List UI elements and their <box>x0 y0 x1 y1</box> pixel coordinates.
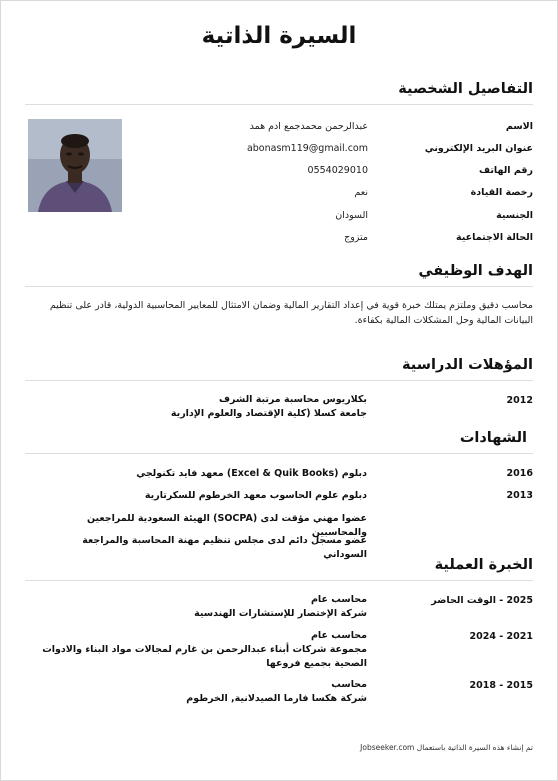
divider <box>25 453 533 454</box>
section-heading-certificates: الشهادات <box>459 430 527 446</box>
detail-label: عنوان البريد الإلكتروني <box>424 143 533 154</box>
detail-value: abonasm119@gmail.com <box>246 143 368 154</box>
detail-label: الاسم <box>505 121 533 132</box>
experience-entry <box>37 593 367 621</box>
detail-row-phone <box>213 165 533 181</box>
page-title: السيرة الذاتية <box>201 23 357 49</box>
section-heading-experience: الخبرة العملية <box>434 557 533 573</box>
section-heading-education: المؤهلات الدراسية <box>402 357 533 373</box>
detail-value: عبدالرحمن محمدجمع ادم همد <box>249 121 368 132</box>
education-entry <box>37 393 367 421</box>
section-heading-personal: التفاصيل الشخصية <box>398 81 533 97</box>
detail-value: متزوج <box>344 232 368 243</box>
experience-title: محاسب عام <box>310 630 367 641</box>
education-title: بكلاريوس محاسبة مرتبة الشرف <box>218 394 367 405</box>
experience-date: 2021 - 2024 <box>469 631 533 642</box>
experience-title: محاسب <box>331 679 367 690</box>
detail-row-marital <box>213 232 533 248</box>
certificate-entry: عضو مسجل دائم لدى مجلس تنظيم مهنة المحاسبة والمراجعة السوداني <box>82 535 367 560</box>
certificate-entry: دبلوم (Excel & Quik Books) معهد فايد تكنولجي <box>136 468 367 479</box>
divider <box>25 580 533 581</box>
experience-date: 2015 - 2018 <box>469 680 533 691</box>
experience-entry <box>37 629 367 671</box>
footer-note: تم إنشاء هذه السيرة الذاتية باستعمال Jobseeker.com <box>360 743 533 752</box>
experience-company: مجموعة شركات أبناء عبدالرحمن بن غارم لمجالات مواد البناء والادوات الصحية بجميع فروعها <box>42 644 367 669</box>
detail-value: نعم <box>354 187 368 198</box>
detail-label: رقم الهاتف <box>479 165 533 176</box>
certificate-date: 2016 <box>506 468 533 479</box>
experience-company: شركة الإختصار للإستشارات الهندسية <box>194 608 367 619</box>
experience-date: 2025 - الوقت الحاضر <box>431 595 533 606</box>
certificate-entry: عضوا مهني مؤقت لدى (SOCPA) الهيئة السعودية للمراجعين والمحاسبين <box>86 513 367 538</box>
education-institution: جامعة كسلا (كلية الإقتصاد والعلوم الإدارية <box>170 408 367 419</box>
objective-text: محاسب دقيق وملتزم يمتلك خبرة قوية في إعداد التقارير المالية وضمان الامتثال للمعايير المحاسبية الدولية، قادر على تنظيم البيانات المالية وحل المشكلات المالية بكفاءة. <box>49 300 533 326</box>
education-date: 2012 <box>506 395 533 406</box>
detail-label: الجنسية <box>496 210 533 221</box>
detail-label: الحالة الاجتماعية <box>456 232 533 243</box>
certificate-date: 2013 <box>506 490 533 501</box>
detail-row-license <box>213 187 533 203</box>
profile-photo <box>28 119 122 212</box>
detail-row-email <box>213 143 533 159</box>
experience-company: شركة هكسا فارما الصيدلانية, الخرطوم <box>186 693 367 704</box>
detail-row-nationality <box>213 210 533 226</box>
divider <box>25 380 533 381</box>
certificate-entry: دبلوم علوم الحاسوب معهد الخرطوم للسكرتارية <box>144 490 367 501</box>
detail-value: السودان <box>335 210 368 221</box>
detail-value: 0554029010 <box>307 165 368 176</box>
section-heading-objective: الهدف الوظيفي <box>418 263 533 279</box>
experience-title: محاسب عام <box>310 594 367 605</box>
experience-entry <box>37 678 367 706</box>
detail-row-name <box>213 121 533 137</box>
divider <box>25 286 533 287</box>
divider <box>25 104 533 105</box>
detail-label: رخصة القيادة <box>470 187 533 198</box>
